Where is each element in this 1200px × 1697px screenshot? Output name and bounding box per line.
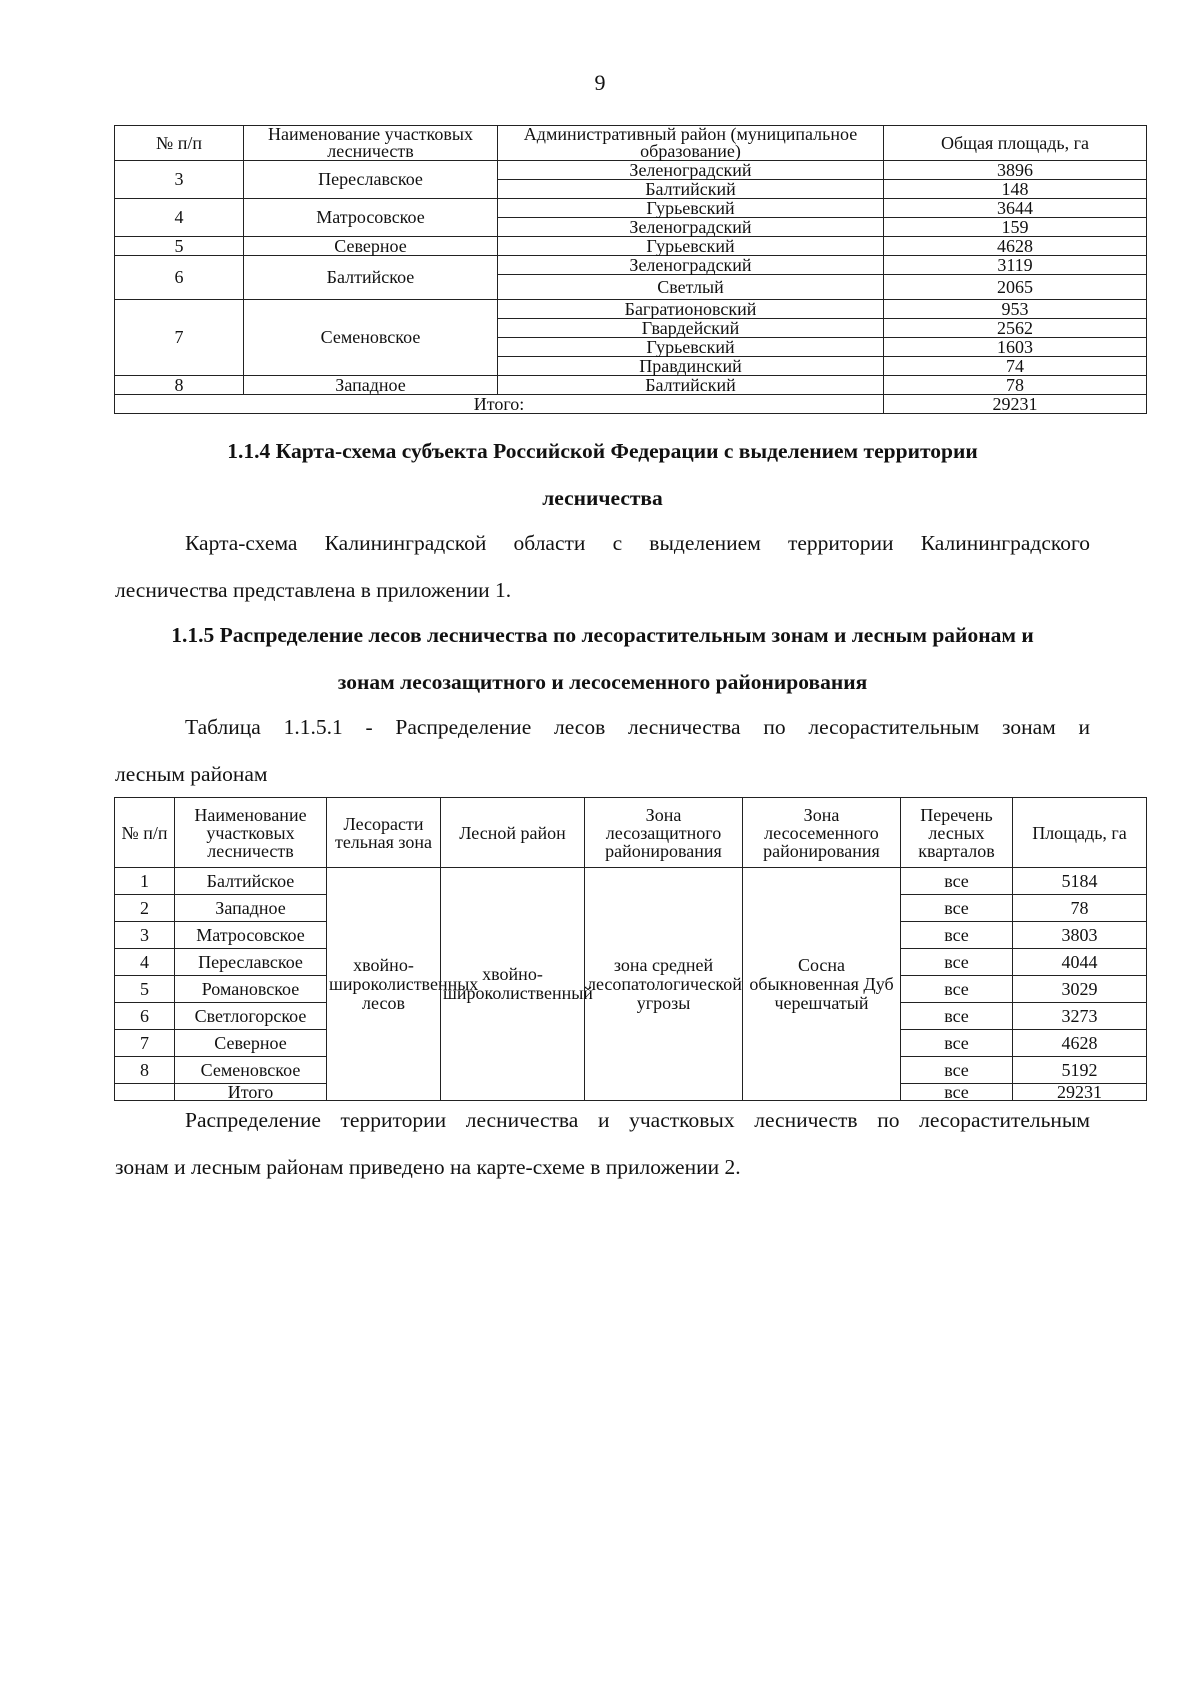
table-row: 8 Западное Балтийский 78 bbox=[115, 376, 1147, 395]
col-header-seed-zone: Зона лесосеменного районирования bbox=[743, 798, 901, 868]
table-row: 5 Романовское все 3029 bbox=[115, 976, 1147, 1003]
table-row: 7 Северное все 4628 bbox=[115, 1030, 1147, 1057]
table-row: Правдинский 74 bbox=[115, 357, 1147, 376]
col-header-name: Наименование участковых лесничеств bbox=[244, 126, 498, 161]
table-row: 2 Западное все 78 bbox=[115, 895, 1147, 922]
section-114-heading: 1.1.4 Карта-схема субъекта Российской Федерации с выделением территории лесничества bbox=[227, 439, 978, 510]
col-header-num: № п/п bbox=[115, 798, 175, 868]
table-row: 6 Балтийское Зеленоградский 3119 bbox=[115, 256, 1147, 275]
table-row: 4 Переславское все 4044 bbox=[115, 949, 1147, 976]
total-label: Итого: bbox=[115, 395, 884, 414]
table-total-row bbox=[115, 395, 1147, 414]
table-caption: Таблица 1.1.5.1 - Распределение лесов лесничества по лесорастительным зонам и лесным районам bbox=[115, 715, 1090, 786]
table-row: Балтийский 148 bbox=[115, 180, 1147, 199]
table-areas-by-district bbox=[114, 125, 1147, 414]
table-row: Гурьевский 1603 bbox=[115, 338, 1147, 357]
page-number: 9 bbox=[594, 70, 606, 95]
col-header-quarters: Перечень лесных кварталов bbox=[901, 798, 1013, 868]
table-total-row: Итого все 29231 bbox=[115, 1084, 1147, 1101]
total-value: 29231 bbox=[884, 395, 1147, 414]
table-row: 6 Светлогорское все 3273 bbox=[115, 1003, 1147, 1030]
total-value: 29231 bbox=[1013, 1084, 1147, 1101]
table-row: 4 Матросовское Гурьевский 3644 bbox=[115, 199, 1147, 218]
closing-paragraph: Распределение территории лесничества и участковых лесничеств по лесорастительным зонам и лесным районам приведено на карте-схеме в приложении 2. bbox=[115, 1108, 1090, 1179]
section-114-paragraph: Карта-схема Калининградской области с выделением территории Калининградского лесничества представлена в приложении 1. bbox=[115, 531, 1090, 602]
col-header-forest-district: Лесной район bbox=[441, 798, 585, 868]
veg-zone-cell: хвойно-широколиственных лесов bbox=[327, 868, 441, 1101]
table-row: 8 Семеновское все 5192 bbox=[115, 1057, 1147, 1084]
col-header-num: № п/п bbox=[115, 126, 244, 161]
table-row: 5 Северное Гурьевский 4628 bbox=[115, 237, 1147, 256]
section-115-heading: 1.1.5 Распределение лесов лесничества по лесорастительным зонам и лесным районам и зонам лесозащитного и лесосеменного районирования bbox=[171, 623, 1034, 694]
col-header-protect-zone: Зона лесозащитного районирования bbox=[585, 798, 743, 868]
col-header-area: Общая площадь, га bbox=[884, 126, 1147, 161]
table-row: Зеленоградский 159 bbox=[115, 218, 1147, 237]
table-row: 1 Балтийское хвойно-широколиственных лесов хвойно-широколиственный зона средней лесопатологической угрозы Сосна обыкновенная Дуб черешчатый все 5184 bbox=[115, 868, 1147, 895]
col-header-veg-zone: Лесорасти тельная зона bbox=[327, 798, 441, 868]
table-row: Гвардейский 2562 bbox=[115, 319, 1147, 338]
table-forest-zones bbox=[114, 797, 1147, 1101]
table-row: 3 Переславское Зеленоградский 3896 bbox=[115, 161, 1147, 180]
table-row: 3 Матросовское все 3803 bbox=[115, 922, 1147, 949]
table-row: Светлый 2065 bbox=[115, 275, 1147, 300]
protect-zone-cell: зона средней лесопатологической угрозы bbox=[585, 868, 743, 1101]
table-row: 7 Семеновское Багратионовский 953 bbox=[115, 300, 1147, 319]
col-header-district: Административный район (муниципальное образование) bbox=[498, 126, 884, 161]
total-label: Итого bbox=[175, 1084, 327, 1101]
seed-zone-cell: Сосна обыкновенная Дуб черешчатый bbox=[743, 868, 901, 1101]
forest-district-cell: хвойно-широколиственный bbox=[441, 868, 585, 1101]
col-header-name: Наименование участковых лесничеств bbox=[175, 798, 327, 868]
col-header-area: Площадь, га bbox=[1013, 798, 1147, 868]
